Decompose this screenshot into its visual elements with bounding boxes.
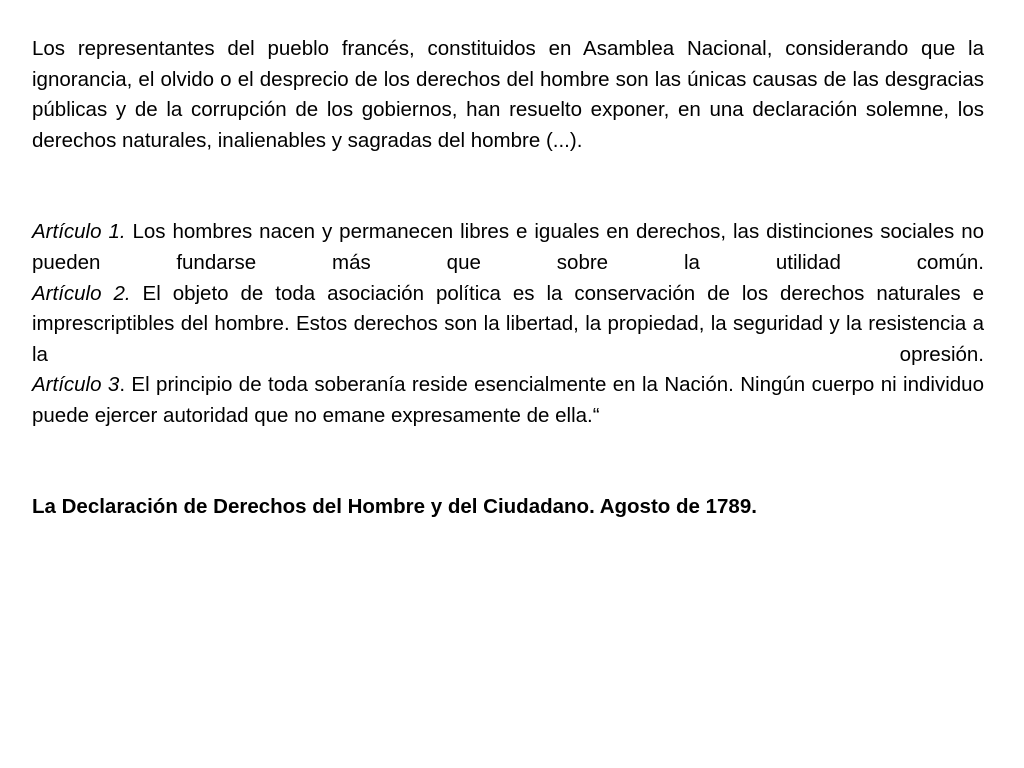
document-slide [32,34,984,522]
article-3-label: Artículo 3 [32,373,120,397]
article-3-text: . El principio de toda soberanía reside esencialmente en la Nación. Ningún cuerpo ni individuo puede ejercer autoridad que no emane expresamente de ella.“ [32,373,984,427]
article-1 [32,217,984,278]
articles-block [32,217,984,431]
article-2 [32,279,984,371]
article-1-text: Los hombres nacen y permanecen libres e iguales en derechos, las distinciones sociales no pueden fundarse más que sobre la utilidad común. [32,220,984,274]
intro-paragraph: Los representantes del pueblo francés, constituidos en Asamblea Nacional, considerando que la ignorancia, el olvido o el desprecio de los derechos del hombre son las únicas causas de las desgracias públicas y de la corrupción de los gobiernos, han resuelto exponer, en una declaración solemne, los derechos naturales, inalienables y sagradas del hombre (...). [32,37,984,152]
source-citation: La Declaración de Derechos del Hombre y del Ciudadano. Agosto de 1789. [32,494,757,518]
article-1-label: Artículo 1. [32,220,126,244]
article-2-label: Artículo 2. [32,281,131,305]
article-2-text: El objeto de toda asociación política es la conservación de los derechos naturales e imprescriptibles del hombre. Estos derechos son la libertad, la propiedad, la seguridad y la resistencia a la opresión. [32,281,985,366]
article-3 [32,370,984,431]
